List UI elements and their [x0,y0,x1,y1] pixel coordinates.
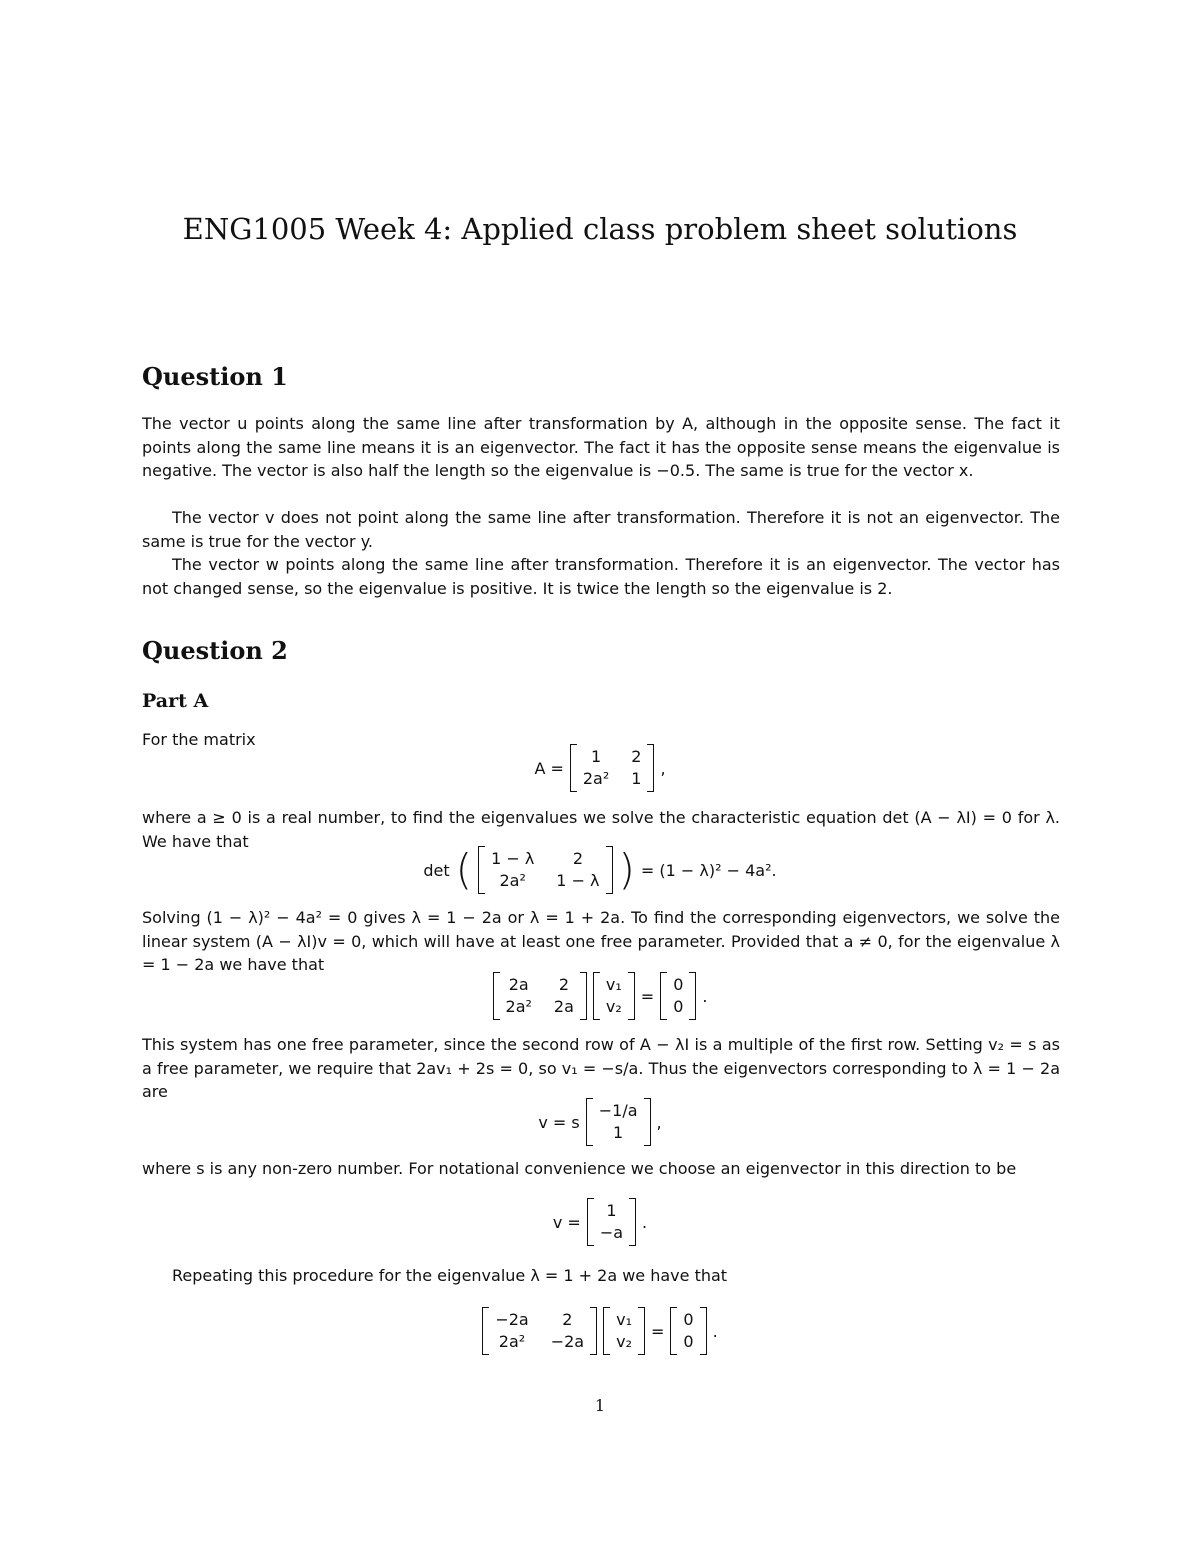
part-a-heading: Part A [142,690,209,712]
matrix-entry: 2a [508,975,529,994]
eq6-matrix [482,1307,597,1355]
eq6-equals: = [650,1321,665,1341]
matrix-entry: 1 − λ [491,849,535,868]
question-2-heading: Question 2 [142,636,288,665]
eq3-matrix [493,972,587,1020]
matrix-entry: 2a² [498,1332,526,1351]
vector-entry: v₁ [616,1310,632,1329]
eq6-tail: . [712,1321,718,1341]
equation-system-2 [0,1307,1200,1359]
matrix-entry: 2 [631,747,642,766]
eq1-matrix [570,744,655,792]
eq3-equals: = [640,986,655,1006]
vector-entry: −1/a [598,1101,638,1120]
q2-text-5: where s is any non-zero number. For notational convenience we choose an eigenvector in this direction to be [142,1159,1017,1178]
equation-determinant: det ( 1 − λ 2 2a² 1 − λ ) = (1 − λ)² − 4a². [423,845,777,894]
matrix-entry: 2a [553,997,574,1016]
q1-paragraph-1: The vector u points along the same line after transformation by A, although in the opposite sense. The fact it points along the same line means it is an eigenvector. The fact it has the opposite sense means the eigenvalue is negative. The vector is also half the length so the eigenvalue is −0.5. The same is true for the vector x. [142,414,1060,481]
q2-text-1: For the matrix [142,730,256,749]
matrix-entry: −2a [495,1310,529,1329]
vector-entry: −a [599,1223,624,1242]
matrix-entry: −2a [550,1332,585,1351]
q1-paragraph-2: The vector v does not point along the same line after transformation. Therefore it is not an eigenvector. The same is true for the vector y. [142,508,1060,551]
eq6-zero-vector [670,1307,706,1355]
vector-entry: v₂ [605,997,622,1016]
page-number: 1 [594,1396,606,1415]
eq1-tail: , [660,758,666,778]
eq5-tail: . [642,1212,648,1232]
eq3-zero-vector [660,972,696,1020]
q2-text-2: where a ≥ 0 is a real number, to find the eigenvalues we solve the characteristic equation det (A − λI) = 0 for λ. We have that [142,808,1060,851]
q2-text-4: This system has one free parameter, since the second row of A − λI is a multiple of the first row. Setting v₂ = s as a free parameter, we require that 2av₁ + 2s = 0, so v₁ = −s/a. Thus the eigenvectors corresponding to λ = 1 − 2a are [142,1035,1060,1102]
matrix-entry: 2a² [499,871,526,890]
matrix-entry: 1 [590,747,602,766]
eq2-det: det [423,860,450,880]
eq5-vector [587,1198,636,1246]
equation-system-1 [0,972,1200,1024]
matrix-entry: 2 [558,975,569,994]
vector-entry: 0 [673,975,684,994]
eq6-vector [603,1307,645,1355]
vector-entry: 0 [683,1310,694,1329]
document-title: ENG1005 Week 4: Applied class problem sheet solutions [182,212,1018,246]
vector-entry: v₁ [605,975,622,994]
eq2-rhs: = (1 − λ)² − 4a². [640,860,777,880]
vector-entry: v₂ [616,1332,632,1351]
vector-entry: 0 [683,1332,694,1351]
vector-entry: 0 [673,997,684,1016]
matrix-entry: 1 [631,769,642,788]
equation-matrix-a [0,744,1200,792]
eq3-vector [593,972,635,1020]
matrix-entry: 2a² [505,997,532,1016]
q1-paragraph-3: The vector w points along the same line after transformation. Therefore it is an eigenvector. The vector has not changed sense, so the eigenvalue is positive. It is twice the length so the eigenvalue is 2. [142,555,1060,598]
eq5-lhs: v = [552,1212,581,1232]
q2-text-3: Solving (1 − λ)² − 4a² = 0 gives λ = 1 − 2a or λ = 1 + 2a. To find the corresponding eigenvectors, we solve the linear system (A − λI)v = 0, which will have at least one free parameter. Provided that a ≠ 0, for the eigenvalue λ = 1 − 2a we have that [142,908,1060,975]
equation-eigenvector-chosen [0,1198,1200,1246]
matrix-entry: 2a² [582,769,610,788]
eq3-tail: . [702,986,708,1006]
vector-entry: 1 [606,1201,617,1220]
q2-text-6: Repeating this procedure for the eigenvalue λ = 1 + 2a we have that [172,1266,728,1285]
eq4-tail: , [656,1112,662,1132]
question-1-heading: Question 1 [142,362,288,391]
matrix-entry: 2 [562,1310,573,1329]
eq1-lhs: A = [534,758,564,778]
matrix-entry: 1 − λ [556,871,600,890]
equation-eigenvector-general [0,1098,1200,1146]
matrix-entry: 2 [572,849,583,868]
eq4-vector [586,1098,651,1146]
vector-entry: 1 [613,1123,624,1142]
eq2-matrix [478,846,612,894]
eq4-lhs: v = s [538,1112,580,1132]
